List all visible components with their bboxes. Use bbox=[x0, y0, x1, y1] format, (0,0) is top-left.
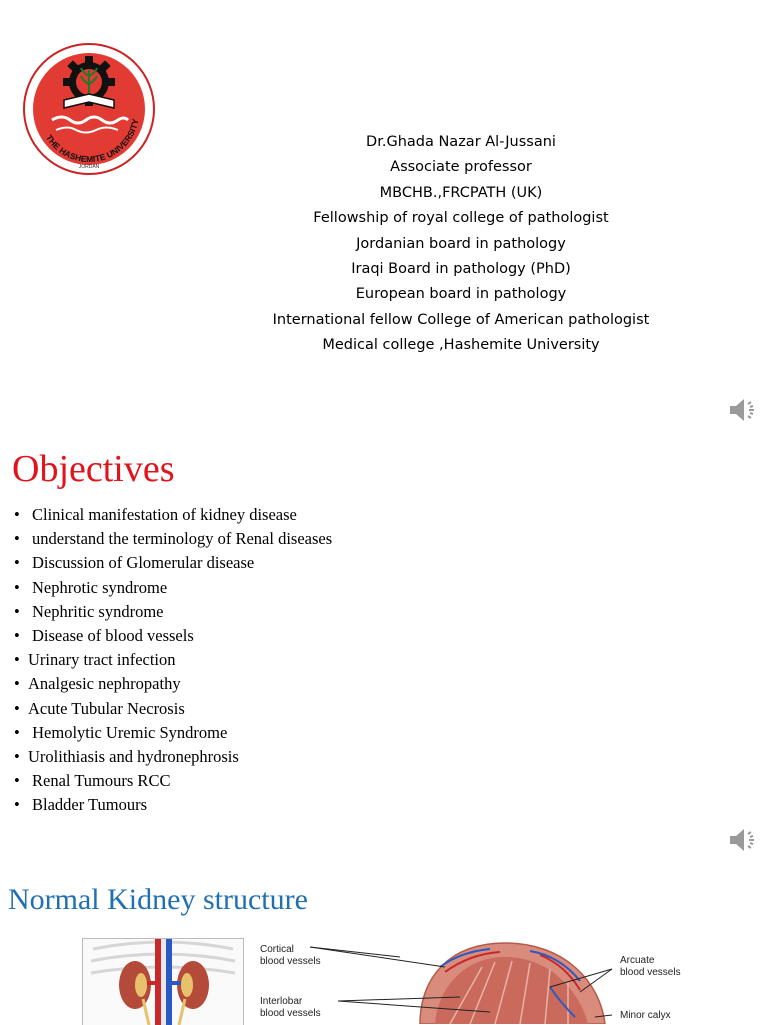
list-item: • understand the terminology of Renal diseases bbox=[14, 529, 333, 549]
list-item: • Bladder Tumours bbox=[14, 795, 148, 815]
list-item: • Discussion of Glomerular disease bbox=[14, 553, 255, 573]
credential-line: Dr.Ghada Nazar Al-Jussani bbox=[366, 134, 556, 150]
credential-line: Associate professor bbox=[390, 159, 532, 176]
list-item: • Urinary tract infection bbox=[14, 650, 176, 670]
label-cortical: Cortical bbox=[260, 944, 294, 955]
objectives-title: Objectives bbox=[12, 448, 175, 490]
list-item: • Acute Tubular Necrosis bbox=[14, 698, 185, 718]
objectives-slide bbox=[0, 425, 768, 865]
kidney-cross-section-diagram bbox=[250, 937, 720, 1024]
label-minor-calyx: Minor calyx bbox=[620, 1010, 671, 1021]
list-item: • Nephritic syndrome bbox=[14, 601, 164, 621]
speaker-icon[interactable] bbox=[728, 395, 760, 425]
university-logo-icon bbox=[22, 42, 156, 176]
label-arcuate: Arcuate bbox=[620, 955, 655, 966]
label-interlobar: Interlobar bbox=[260, 996, 303, 1007]
credential-line: Iraqi Board in pathology (PhD) bbox=[351, 261, 571, 278]
list-item: • Nephrotic syndrome bbox=[14, 577, 168, 597]
label-arcuate-2: blood vessels bbox=[620, 967, 681, 978]
list-item: • Renal Tumours RCC bbox=[14, 771, 171, 791]
credential-line: Jordanian board in pathology bbox=[356, 235, 566, 252]
list-item: • Analgesic nephropathy bbox=[14, 674, 181, 694]
kidney-structure-title: Normal Kidney structure bbox=[8, 883, 308, 916]
author-credentials bbox=[230, 130, 692, 359]
logo-ring-text: THE HASHEMITE UNIVERSITY bbox=[44, 117, 141, 165]
credential-line: Fellowship of royal college of pathologist bbox=[313, 210, 609, 227]
credential-line: European board in pathology bbox=[355, 286, 567, 303]
speaker-icon[interactable] bbox=[728, 825, 760, 855]
credential-line: MBCHB.,FRCPATH (UK) bbox=[379, 184, 543, 201]
label-interlobar-2: blood vessels bbox=[260, 1008, 321, 1019]
list-item: • Urolithiasis and hydronephrosis bbox=[14, 747, 239, 767]
list-item: • Hemolytic Uremic Syndrome bbox=[14, 722, 228, 742]
list-item: • Disease of blood vessels bbox=[14, 626, 194, 646]
logo-country-text: JORDAN bbox=[78, 164, 100, 170]
credential-line: Medical college ,Hashemite University bbox=[322, 337, 600, 354]
label-cortical-2: blood vessels bbox=[260, 956, 321, 967]
torso-kidney-illustration bbox=[82, 938, 244, 1025]
objectives-list bbox=[14, 503, 332, 818]
credential-line: International fellow College of American pathologist bbox=[272, 311, 650, 328]
kidney-structure-slide bbox=[0, 865, 768, 1024]
list-item: • Clinical manifestation of kidney disease bbox=[14, 505, 297, 524]
title-slide bbox=[0, 0, 768, 425]
